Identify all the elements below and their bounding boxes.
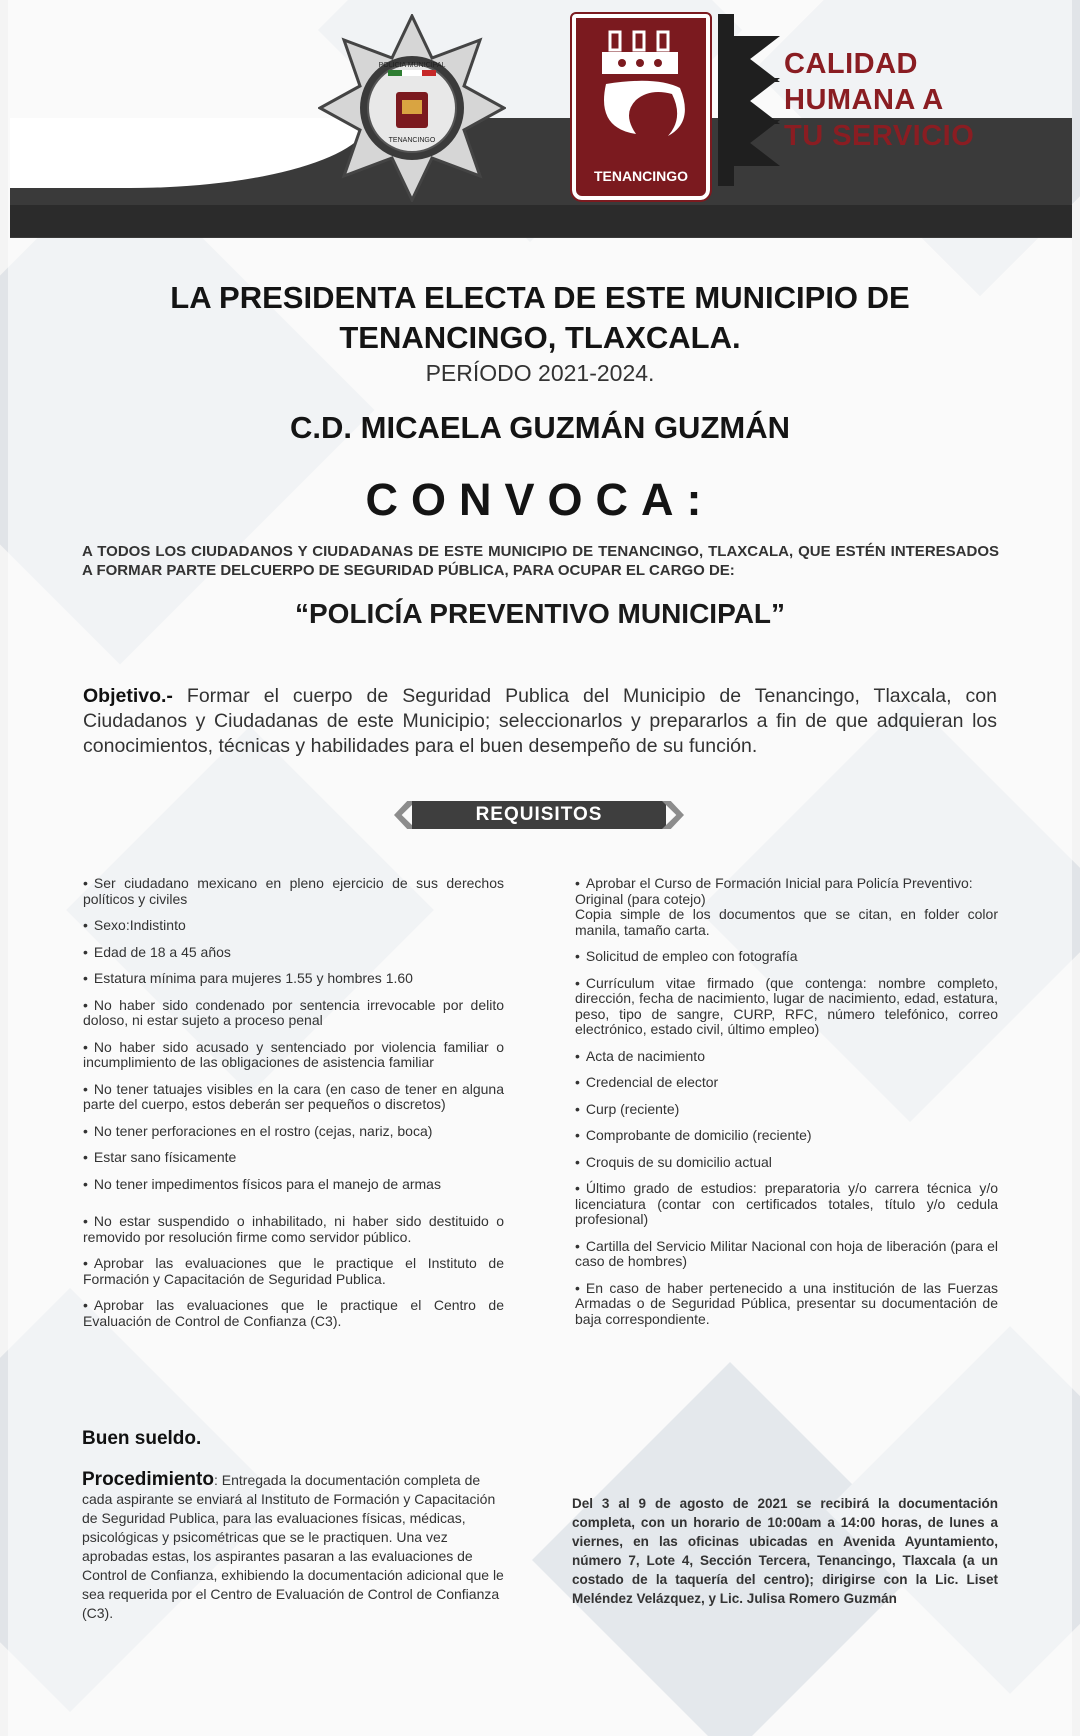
shield-label: TENANCINGO <box>593 168 689 184</box>
intro-text: A TODOS LOS CIUDADANOS Y CIUDADANAS DE ESTE MUNICIPIO DE TENANCINGO, TLAXCALA, QUE ESTÉN INTERESADOS A FORMAR PARTE DELCUERPO DE SEGURIDAD PÚBLICA, PARA OCUPAR EL CARGO DE: <box>82 543 999 579</box>
shield-emblem-icon <box>576 18 706 158</box>
heading-line-1: LA PRESIDENTA ELECTA DE ESTE MUNICIPIO DE <box>170 280 910 315</box>
list-item: • Solicitud de empleo con fotografía <box>575 948 798 964</box>
police-badge-logo <box>318 14 506 202</box>
procedure <box>82 1470 504 1623</box>
list-item: • Comprobante de domicilio (reciente) <box>575 1127 812 1143</box>
slogan-line: CALIDAD <box>784 48 918 80</box>
list-item: • No haber sido condenado por sentencia irrevocable por delito doloso, ni estar sujeto a proceso penal <box>83 996 504 1028</box>
list-item: • Edad de 18 a 45 años <box>83 943 231 960</box>
list-item: • Último grado de estudios: preparatoria y/o carrera técnica y/o licenciatura (contar con certificados totales, título y/o cedula profesional) <box>575 1180 998 1227</box>
objective-text: Formar el cuerpo de Seguridad Publica del Municipio de Tenancingo, Tlaxcala, con Ciudadanos y Ciudadanas de este Municipio; seleccionarlos y prepararlos a fin de que adquieran los conocimientos, técnicas y habilidades para el buen desempeño de su función. <box>83 685 997 757</box>
position-title: “POLICÍA PREVENTIVO MUNICIPAL” <box>294 598 786 629</box>
list-item: • Aprobar el Curso de Formación Inicial para Policía Preventivo: Original (para cotejo) Copia simple de los documentos que se citan, en folder color manila, tamaño carta. <box>575 875 998 938</box>
slogan-line: TU SERVICIO <box>784 120 975 152</box>
list-item: • Estatura mínima para mujeres 1.55 y hombres 1.60 <box>83 970 413 986</box>
procedure-text: : Entregada la documentación completa de cada aspirante se enviará al Instituto de Formación y Capacitación de Seguridad Publica, para las evaluaciones físicas, médicas, psicológicas y psicométricas que se le practiquen. Una vez aprobadas estas, los aspirantes pasaran a las evaluaciones de Control de Confianza, exhibiendo la documentación adicional que le sea requerida por el Centro de Evaluación de Control de Confianza (C3). <box>82 1472 504 1621</box>
list-item: • No haber sido acusado y sentenciado por violencia familiar o incumplimiento de las obligaciones de asistencia familiar <box>83 1038 504 1070</box>
list-item: • No estar suspendido o inhabilitado, ni haber sido destituido o removido por resolución firme como servidor público. <box>83 1213 504 1245</box>
list-item: • Aprobar las evaluaciones que le practique el Instituto de Formación y Capacitación de Seguridad Publica. <box>83 1255 504 1287</box>
tenancingo-shield-logo <box>572 14 710 200</box>
list-item: • En caso de haber pertenecido a una institución de las Fuerzas Armadas o de Seguridad Pública, presentar su documentación de baja correspondiente. <box>575 1279 998 1327</box>
period: PERÍODO 2021-2024. <box>425 360 655 386</box>
list-item: • No tener perforaciones en el rostro (cejas, nariz, boca) <box>83 1122 433 1139</box>
slogan-bar-icon <box>718 14 734 186</box>
badge-text-top: POLICIA MUNICIPAL <box>378 62 446 69</box>
list-item: • Credencial de elector <box>575 1074 719 1090</box>
header-stripe <box>10 205 1072 237</box>
list-item: • Curp (reciente) <box>575 1100 680 1117</box>
heading-line-2: TENANCINGO, TLAXCALA. <box>339 320 741 355</box>
heading <box>0 278 1080 358</box>
list-item: • Aprobar las evaluaciones que le practique el Centro de Evaluación de Control de Confianza (C3). <box>83 1297 504 1329</box>
objective <box>83 684 997 759</box>
list-item: • Cartilla del Servicio Militar Nacional con hoja de liberación (para el caso de hombres) <box>575 1237 998 1269</box>
objective-label: Objetivo.- <box>83 685 173 707</box>
slogan <box>784 46 974 154</box>
official-name: C.D. MICAELA GUZMÁN GUZMÁN <box>290 410 790 445</box>
list-item: • Ser ciudadano mexicano en pleno ejercicio de sus derechos políticos y civiles <box>83 875 504 907</box>
copy-note: Copia simple de los documentos que se citan, en folder color manila, tamaño carta. <box>575 906 998 938</box>
requisitos-banner <box>394 801 684 829</box>
list-item: • Currículum vitae firmado (que contenga: nombre completo, dirección, fecha de nacimiento, lugar de nacimiento, edad, estatura, peso, tipo de sangre, CURP, RFC, número telefónico, correo electrónico, estado civil, último empleo) <box>575 974 998 1037</box>
list-item: • Sexo:Indistinto <box>83 917 186 933</box>
list-item: • Croquis de su domicilio actual <box>575 1153 772 1170</box>
original-note: Original (para cotejo) <box>575 890 706 907</box>
requisitos-label: REQUISITOS <box>412 801 666 829</box>
list-item: • No tener tatuajes visibles en la cara (en caso de tener en alguna parte del cuerpo, estos deberán ser pequeños o discretos) <box>83 1080 504 1112</box>
requirements-right <box>575 876 998 1338</box>
list-item: • Acta de nacimiento <box>575 1047 705 1064</box>
salary-note: Buen sueldo. <box>82 1428 202 1449</box>
slogan-line: HUMANA A <box>784 84 944 116</box>
list-item: • Estar sano físicamente <box>83 1149 237 1165</box>
badge-text-bottom: TENANCINGO <box>388 137 436 144</box>
procedure-label: Procedimiento <box>82 1469 214 1490</box>
chevron-icon <box>734 36 780 82</box>
dates-location: Del 3 al 9 de agosto de 2021 se recibirá la documentación completa, con un horario de 10:00am a 14:00 horas, de lunes a viernes, en las oficinas ubicadas en Avenida Ayuntamiento, número 7, Lote 4, Sección Tercera, Tenancingo, Tlaxcala (a un costado de la taquería del centro); dirigirse con la Lic. Liset Meléndez Velázquez, y Lic. Julisa Romero Guzmán <box>572 1496 998 1606</box>
requirements-left <box>83 876 504 1340</box>
convoca-title: CONVOCA: <box>365 474 715 525</box>
list-item: • No tener impedimentos físicos para el manejo de armas <box>83 1175 441 1192</box>
